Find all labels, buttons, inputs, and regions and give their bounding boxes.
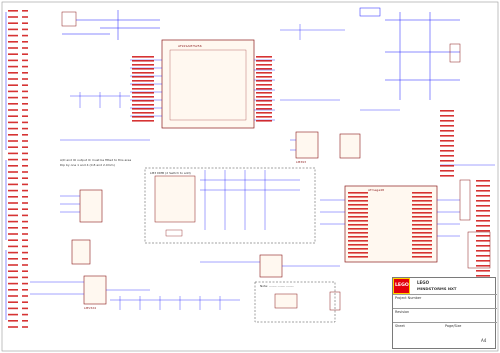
net-label-mark	[412, 248, 432, 250]
net-label-mark	[8, 66, 18, 68]
net-label-mark	[22, 308, 28, 310]
net-label-mark	[8, 190, 18, 192]
net-label-mark	[8, 283, 18, 285]
net-label-mark	[22, 134, 28, 136]
net-label-mark	[8, 78, 18, 80]
net-label-mark	[8, 221, 18, 223]
tb-divider	[393, 322, 497, 323]
net-label-mark	[476, 265, 490, 267]
net-label-mark	[8, 326, 18, 328]
net-label-mark	[8, 258, 18, 260]
net-label-mark	[8, 35, 18, 37]
company-line2: MINDSTORMS NXT	[417, 286, 457, 291]
net-label-mark	[8, 115, 18, 117]
net-label-mark	[476, 180, 490, 182]
net-label-mark	[22, 41, 28, 43]
net-label-mark	[476, 240, 490, 242]
net-label-mark	[412, 240, 432, 242]
net-label-mark	[132, 80, 154, 82]
net-label-mark	[22, 202, 28, 204]
note-bottom: Note: ------- ------- -------	[260, 284, 294, 288]
net-label-mark	[256, 56, 272, 58]
net-label-mark	[22, 215, 28, 217]
net-label-mark	[8, 277, 18, 279]
net-label-mark	[440, 170, 454, 172]
net-label-mark	[8, 184, 18, 186]
net-label-mark	[440, 160, 454, 162]
net-label-mark	[132, 100, 154, 102]
net-label-mark	[476, 215, 490, 217]
net-label-mark	[348, 244, 368, 246]
net-label-mark	[22, 84, 28, 86]
net-label-mark	[8, 159, 18, 161]
net-label-mark	[8, 202, 18, 204]
net-label-mark	[8, 84, 18, 86]
net-label-mark	[8, 239, 18, 241]
net-label-mark	[8, 109, 18, 111]
net-label-mark	[256, 100, 272, 102]
note-mid-b: Dip by one 1 and 4 (0.8 and 2.0mm)	[60, 163, 115, 167]
net-label-mark	[256, 108, 272, 110]
net-label-mark	[22, 53, 28, 55]
net-label-mark	[8, 252, 18, 254]
tb-revision: Revision	[395, 310, 410, 314]
net-label-mark	[22, 97, 28, 99]
net-label-mark	[476, 250, 490, 252]
net-label-mark	[412, 220, 432, 222]
coproc-label: ATmega48	[368, 188, 384, 192]
net-label-mark	[132, 76, 154, 78]
net-label-mark	[132, 64, 154, 66]
net-label-mark	[22, 177, 28, 179]
net-label-mark	[22, 233, 28, 235]
net-label-mark	[256, 80, 272, 82]
net-label-mark	[8, 153, 18, 155]
net-label-mark	[8, 122, 18, 124]
net-label-mark	[8, 134, 18, 136]
net-label-mark	[22, 258, 28, 260]
net-label-mark	[440, 165, 454, 167]
net-label-mark	[412, 232, 432, 234]
net-label-mark	[256, 92, 272, 94]
net-label-mark	[8, 289, 18, 291]
net-label-mark	[22, 78, 28, 80]
net-label-mark	[440, 145, 454, 147]
net-label-mark	[8, 308, 18, 310]
net-label-mark	[412, 228, 432, 230]
net-label-mark	[22, 252, 28, 254]
net-label-mark	[8, 215, 18, 217]
net-label-mark	[22, 91, 28, 93]
net-label-mark	[256, 60, 272, 62]
net-label-mark	[8, 208, 18, 210]
net-label-mark	[8, 103, 18, 105]
net-label-mark	[22, 264, 28, 266]
net-label-mark	[22, 277, 28, 279]
net-label-mark	[22, 153, 28, 155]
net-label-mark	[440, 155, 454, 157]
net-label-mark	[22, 128, 28, 130]
net-label-mark	[22, 171, 28, 173]
tb-project-number: Project Number	[395, 296, 422, 300]
title-block-header	[393, 278, 497, 294]
net-label-mark	[22, 146, 28, 148]
net-label-mark	[132, 68, 154, 70]
net-label-mark	[22, 29, 28, 31]
net-label-mark	[412, 236, 432, 238]
net-label-mark	[476, 220, 490, 222]
net-label-mark	[22, 35, 28, 37]
net-label-mark	[132, 96, 154, 98]
net-label-mark	[132, 112, 154, 114]
net-label-mark	[476, 205, 490, 207]
net-label-mark	[412, 256, 432, 258]
net-label-mark	[476, 200, 490, 202]
net-label-mark	[348, 200, 368, 202]
net-label-mark	[132, 120, 154, 122]
net-label-mark	[8, 47, 18, 49]
net-label-mark	[132, 104, 154, 106]
net-label-mark	[8, 196, 18, 198]
net-label-mark	[22, 184, 28, 186]
net-label-mark	[476, 255, 490, 257]
net-label-mark	[8, 264, 18, 266]
net-label-mark	[476, 245, 490, 247]
net-label-mark	[476, 230, 490, 232]
note-mid-a: A/D and IO output IC must be fitted to this area	[60, 158, 132, 162]
net-label-mark	[8, 227, 18, 229]
net-label-mark	[348, 256, 368, 258]
net-label-mark	[412, 192, 432, 194]
net-label-mark	[22, 66, 28, 68]
company-line1: LEGO	[417, 280, 429, 285]
net-label-mark	[476, 185, 490, 187]
net-label-mark	[412, 204, 432, 206]
net-label-mark	[8, 320, 18, 322]
net-label-mark	[22, 103, 28, 105]
net-label-mark	[22, 314, 28, 316]
net-label-mark	[8, 171, 18, 173]
net-label-mark	[476, 235, 490, 237]
net-label-mark	[8, 53, 18, 55]
tb-sheet: Sheet	[395, 324, 405, 328]
note-box-title: LM3 DMB (2 Switch to add)	[150, 171, 191, 175]
net-label-mark	[132, 60, 154, 62]
net-label-mark	[22, 115, 28, 117]
net-label-mark	[476, 190, 490, 192]
net-label-mark	[348, 212, 368, 214]
net-label-mark	[8, 246, 18, 248]
net-label-mark	[412, 216, 432, 218]
net-label-mark	[256, 104, 272, 106]
net-label-mark	[412, 252, 432, 254]
net-label-mark	[132, 92, 154, 94]
net-label-mark	[132, 84, 154, 86]
net-label-mark	[412, 200, 432, 202]
net-label-mark	[440, 130, 454, 132]
net-label-mark	[22, 22, 28, 24]
net-label-mark	[22, 10, 28, 12]
net-label-mark	[348, 204, 368, 206]
net-label-mark	[440, 175, 454, 177]
net-label-mark	[22, 72, 28, 74]
net-label-mark	[22, 60, 28, 62]
net-label-mark	[256, 64, 272, 66]
net-label-mark	[8, 29, 18, 31]
net-label-mark	[8, 97, 18, 99]
tb-divider	[393, 294, 497, 295]
tb-page-number: A4	[481, 338, 487, 343]
net-label-mark	[348, 208, 368, 210]
net-label-mark	[440, 135, 454, 137]
net-label-mark	[8, 165, 18, 167]
net-label-mark	[412, 196, 432, 198]
net-label-mark	[440, 140, 454, 142]
net-label-mark	[8, 91, 18, 93]
bottom-ic-label: LMV324	[84, 306, 97, 310]
net-label-mark	[348, 216, 368, 218]
net-label-mark	[256, 84, 272, 86]
net-label-mark	[8, 146, 18, 148]
right-ic-label: LM393	[296, 160, 306, 164]
net-label-mark	[8, 16, 18, 18]
net-label-mark	[132, 56, 154, 58]
net-label-mark	[412, 224, 432, 226]
net-label-mark	[476, 270, 490, 272]
net-label-mark	[256, 88, 272, 90]
tb-page: Page/Size	[445, 324, 462, 328]
net-label-mark	[8, 10, 18, 12]
net-label-mark	[8, 301, 18, 303]
net-label-mark	[22, 47, 28, 49]
net-label-mark	[8, 270, 18, 272]
net-label-mark	[22, 295, 28, 297]
tb-divider	[393, 308, 497, 309]
net-label-mark	[412, 208, 432, 210]
net-label-mark	[348, 224, 368, 226]
net-label-mark	[132, 72, 154, 74]
net-label-mark	[132, 116, 154, 118]
net-label-mark	[256, 76, 272, 78]
net-label-mark	[22, 159, 28, 161]
net-label-mark	[256, 120, 272, 122]
net-label-mark	[8, 41, 18, 43]
net-label-mark	[476, 260, 490, 262]
title-block	[392, 277, 496, 349]
net-label-mark	[22, 208, 28, 210]
net-label-mark	[8, 140, 18, 142]
net-label-mark	[22, 221, 28, 223]
net-label-mark	[256, 96, 272, 98]
net-label-mark	[8, 60, 18, 62]
net-label-mark	[412, 244, 432, 246]
net-label-mark	[22, 227, 28, 229]
net-label-mark	[440, 115, 454, 117]
net-label-mark	[8, 177, 18, 179]
net-label-mark	[22, 122, 28, 124]
net-label-mark	[256, 112, 272, 114]
net-label-mark	[22, 301, 28, 303]
net-label-mark	[8, 233, 18, 235]
net-label-mark	[440, 120, 454, 122]
net-label-mark	[22, 165, 28, 167]
net-label-mark	[440, 110, 454, 112]
net-label-mark	[412, 212, 432, 214]
net-label-mark	[8, 22, 18, 24]
net-label-mark	[256, 68, 272, 70]
net-label-mark	[348, 248, 368, 250]
net-label-mark	[348, 232, 368, 234]
net-label-mark	[476, 195, 490, 197]
net-label-mark	[22, 270, 28, 272]
net-label-mark	[8, 128, 18, 130]
net-label-mark	[440, 150, 454, 152]
net-label-mark	[8, 72, 18, 74]
net-label-mark	[22, 283, 28, 285]
net-label-mark	[22, 289, 28, 291]
net-label-mark	[22, 326, 28, 328]
net-label-mark	[440, 125, 454, 127]
net-label-mark	[476, 225, 490, 227]
net-label-mark	[348, 196, 368, 198]
net-label-mark	[22, 190, 28, 192]
net-label-mark	[8, 295, 18, 297]
net-label-mark	[132, 88, 154, 90]
net-label-mark	[476, 210, 490, 212]
net-label-mark	[348, 220, 368, 222]
net-label-mark	[348, 228, 368, 230]
net-label-mark	[22, 109, 28, 111]
net-label-mark	[348, 240, 368, 242]
net-label-mark	[348, 192, 368, 194]
net-label-mark	[22, 320, 28, 322]
net-label-mark	[22, 246, 28, 248]
net-label-mark	[348, 252, 368, 254]
net-label-mark	[256, 116, 272, 118]
net-label-mark	[22, 16, 28, 18]
net-label-mark	[348, 236, 368, 238]
net-label-mark	[256, 72, 272, 74]
net-label-mark	[22, 196, 28, 198]
net-label-mark	[8, 314, 18, 316]
net-label-mark	[132, 108, 154, 110]
net-label-mark	[22, 239, 28, 241]
net-label-mark	[22, 140, 28, 142]
mcu-label: AT91SAM7S256	[178, 44, 202, 48]
lego-logo: LEGO	[393, 278, 410, 294]
